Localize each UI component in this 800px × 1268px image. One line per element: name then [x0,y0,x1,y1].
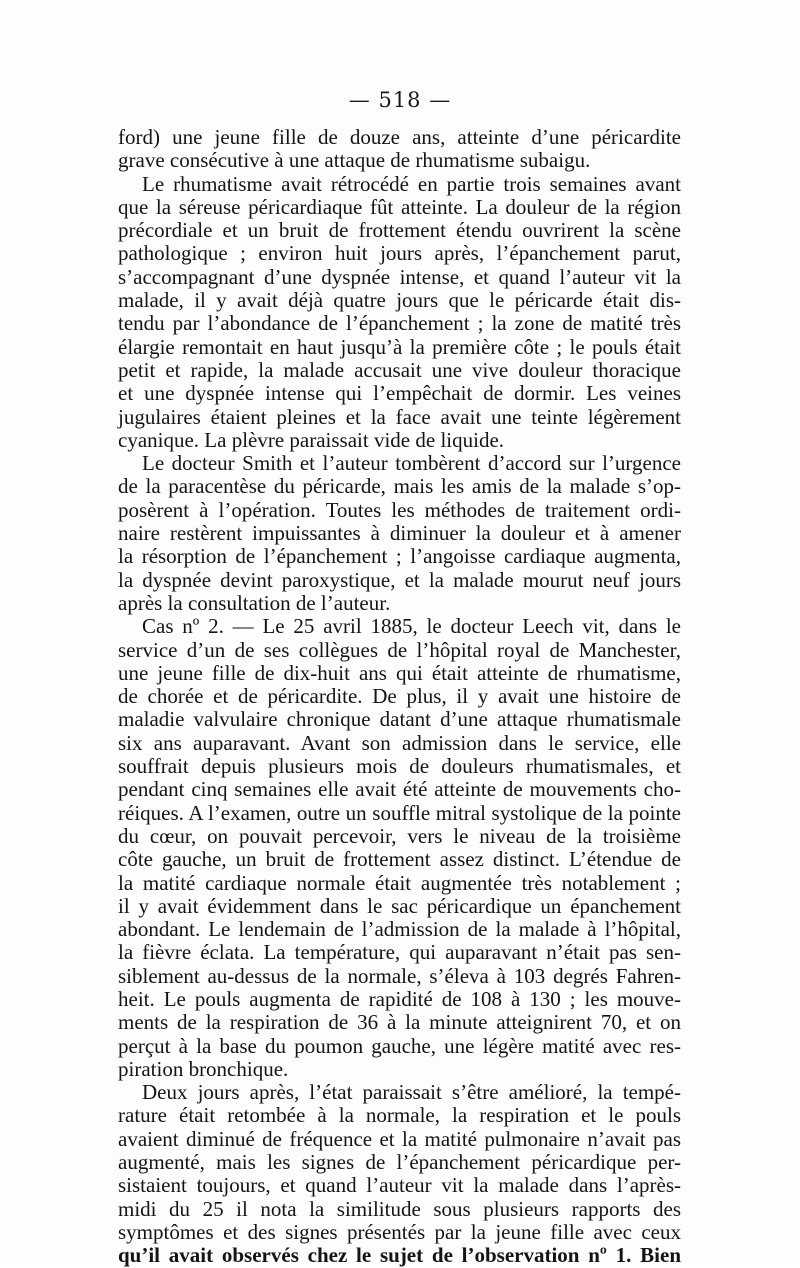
text-line: la matité cardiaque normale était augmentée très notablement ; [118,870,681,895]
page-number: — 518 — [348,88,452,112]
text-line: précordiale et un bruit de frottement étendu ouvrirent la scène [118,218,681,243]
text-line: augmenté, mais les signes de l’épanchement péricardique per- [118,1150,681,1175]
text-line: cyanique. La plèvre paraissait vide de liquide. [118,427,505,452]
text-line: Le rhumatisme avait rétrocédé en partie trois semaines avant [142,171,681,196]
text-line: après la consultation de l’auteur. [118,590,391,615]
text-line: la résorption de l’épanchement ; l’angoisse cardiaque augmenta, [118,544,681,569]
text-line: tendu par l’abondance de l’épanchement ; la zone de matité très [118,311,681,336]
text-line: malade, il y avait déjà quatre jours que le péricarde était dis- [118,288,681,313]
text-line: jugulaires étaient pleines et la face avait une teinte légèrement [118,404,681,429]
text-line: la dyspnée devint paroxystique, et la malade mourut neuf jours [118,567,681,592]
text-line: il y avait évidemment dans le sac péricardique un épanchement [118,893,681,918]
text-line: perçut à la base du poumon gauche, une légère matité avec res- [118,1033,681,1058]
text-line: petit et rapide, la malade accusait une vive douleur thoracique [118,357,681,382]
text-line: naire restèrent impuissantes à diminuer la douleur et à amener [118,521,681,546]
text-line: souffrait depuis plusieurs mois de douleurs rhumatismales, et [118,754,681,779]
text-line: pendant cinq semaines elle avait été atteinte de mouvements cho- [118,777,681,802]
text-line: du cœur, on pouvait percevoir, vers le niveau de la troisième [118,823,681,848]
text-line: côte gauche, un bruit de frottement assez distinct. L’étendue de [118,847,681,872]
text-line: rature était retombée à la normale, la respiration et le pouls [118,1103,681,1128]
text-line: et une dyspnée intense qui l’empêchait de dormir. Les veines [118,381,681,406]
text-line: de la paracentèse du péricarde, mais les amis de la malade s’op- [118,474,681,499]
text-line: de chorée et de péricardite. De plus, il y avait une histoire de [118,684,681,709]
text-line: qu’il avait observés chez le sujet de l’observation nº 1. Bien [118,1243,681,1268]
text-line: Le docteur Smith et l’auteur tombèrent d’accord sur l’urgence [142,451,681,476]
text-line: réiques. A l’examen, outre un souffle mitral systolique de la pointe [118,800,681,825]
text-line: une jeune fille de dix-huit ans qui était atteinte de rhumatisme, [118,660,681,685]
text-line: six ans auparavant. Avant son admission dans le service, elle [118,730,681,755]
text-line: ments de la respiration de 36 à la minute atteignirent 70, et on [118,1010,681,1035]
text-line: ford) une jeune fille de douze ans, atteinte d’une péricardite [118,125,681,149]
text-line: symptômes et des signes présentés par la jeune fille avec ceux [118,1219,681,1244]
text-line: piration bronchique. [118,1056,289,1081]
text-line: service d’un de ses collègues de l’hôpital royal de Manchester, [118,637,681,662]
text-line: que la séreuse péricardiaque fût atteinte. La douleur de la région [118,194,681,219]
text-line: avaient diminué de fréquence et la matité pulmonaire n’avait pas [118,1126,681,1151]
body-text [118,126,681,1268]
text-line: élargie remontait en haut jusqu’à la première côte ; le pouls était [118,334,681,359]
text-line: s’accompagnant d’une dyspnée intense, et quand l’auteur vit la [118,264,681,289]
text-line: la fièvre éclata. La température, qui auparavant n’était pas sen- [118,940,681,965]
text-line: maladie valvulaire chronique datant d’une attaque rhumatismale [118,707,681,732]
text-line: siblement au-dessus de la normale, s’éleva à 103 degrés Fahren- [118,963,681,988]
text-line: heit. Le pouls augmenta de rapidité de 108 à 130 ; les mouve- [118,986,681,1011]
text-line: abondant. Le lendemain de l’admission de la malade à l’hôpital, [118,917,681,942]
text-line: posèrent à l’opération. Toutes les méthodes de traitement ordi- [118,497,681,522]
text-line: sistaient toujours, et quand l’auteur vit la malade dans l’après- [118,1173,681,1198]
text-line: Deux jours après, l’état paraissait s’être amélioré, la tempé- [142,1080,681,1105]
text-line: midi du 25 il nota la similitude sous plusieurs rapports des [118,1196,681,1221]
text-line: pathologique ; environ huit jours après, l’épanchement parut, [118,241,681,266]
text-line: grave consécutive à une attaque de rhumatisme subaigu. [118,148,591,173]
text-line: Cas nº 2. — Le 25 avril 1885, le docteur Leech vit, dans le [142,614,681,639]
